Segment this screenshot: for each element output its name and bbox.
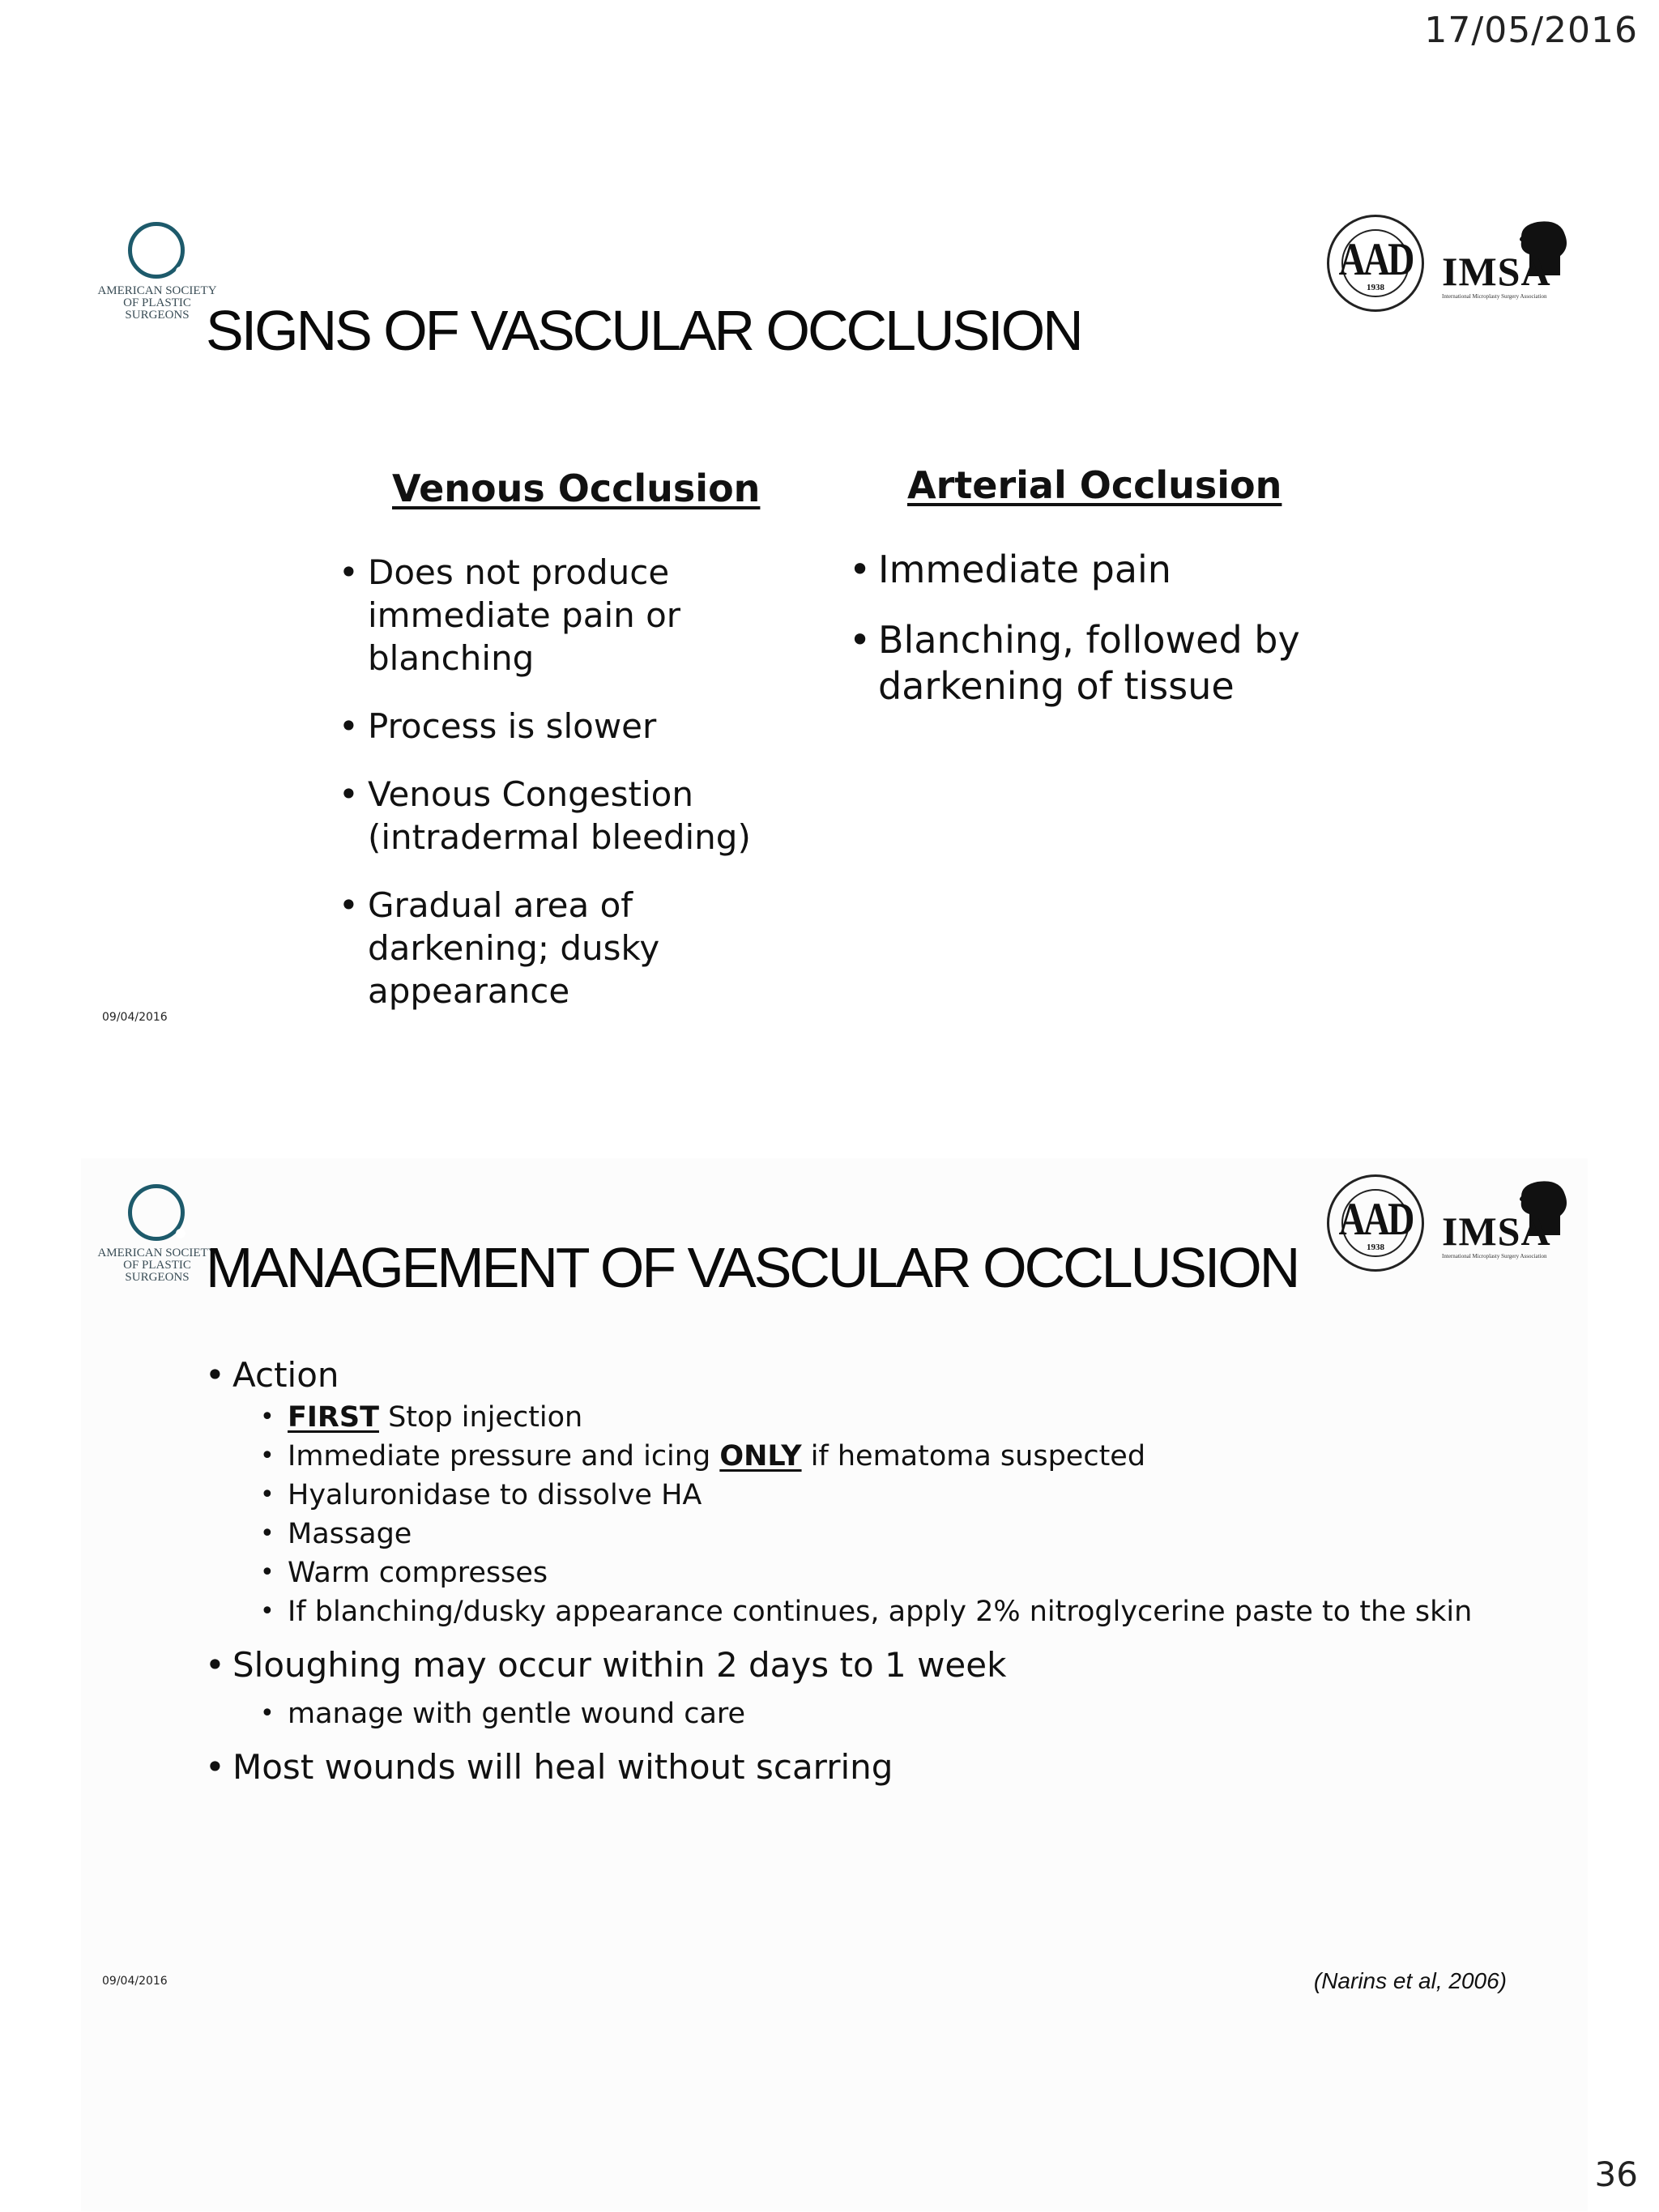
slide-management <box>81 1158 1588 2211</box>
venous-signs-list <box>339 551 792 1038</box>
venous-heading: Venous Occlusion <box>392 467 761 510</box>
arterial-heading: Arterial Occlusion <box>907 463 1282 507</box>
list-item: • Venous Congestion (intradermal bleeding) <box>339 773 792 859</box>
list-item: • manage with gentle wound care <box>260 1694 1517 1733</box>
slide-footer-date: 09/04/2016 <box>102 1975 168 1988</box>
list-item: • Sloughing may occur within 2 days to 1 week <box>205 1643 1517 1688</box>
slide-title: MANAGEMENT OF VASCULAR OCCLUSION <box>206 1236 1299 1299</box>
aad-seal-year: 1938 <box>1367 1242 1384 1252</box>
imsa-logo <box>1442 1178 1572 1268</box>
management-list <box>205 1353 1517 1790</box>
list-item: • Action <box>205 1353 1517 1398</box>
imsa-logo <box>1442 219 1572 308</box>
list-item: • Process is slower <box>339 705 792 748</box>
page-number: 36 <box>1594 2154 1638 2194</box>
slide-footer-date: 09/04/2016 <box>102 1011 168 1024</box>
list-item: • FIRST Stop injection <box>260 1398 1517 1437</box>
list-item: • Immediate pain <box>849 547 1335 593</box>
list-item: • Warm compresses <box>260 1554 1517 1592</box>
list-item: • Blanching, followed by darkening of tissue <box>849 617 1335 710</box>
slide-title: SIGNS OF VASCULAR OCCLUSION <box>206 299 1081 362</box>
aad-seal <box>1327 1174 1424 1272</box>
page-header-date: 17/05/2016 <box>1424 10 1638 51</box>
list-item: • Does not produce immediate pain or blanching <box>339 551 792 680</box>
imsa-logo-subtitle: International Microplasty Surgery Association <box>1442 1253 1547 1259</box>
asps-ring-icon <box>128 1184 185 1241</box>
imsa-logo-subtitle: International Microplasty Surgery Association <box>1442 293 1547 300</box>
list-item: • Gradual area of darkening; dusky appearance <box>339 884 792 1012</box>
aad-seal-mark: AAD <box>1338 232 1413 285</box>
slide-signs <box>81 202 1588 1045</box>
arterial-signs-list <box>849 547 1335 734</box>
imsa-logo-mark: IMSA <box>1442 1208 1551 1254</box>
aad-seal-mark: AAD <box>1338 1192 1413 1245</box>
asps-ring-icon <box>128 222 185 279</box>
list-item: • Hyaluronidase to dissolve HA <box>260 1476 1517 1515</box>
list-item: • Most wounds will heal without scarring <box>205 1745 1517 1790</box>
list-item: • If blanching/dusky appearance continues, apply 2% nitroglycerine paste to the skin <box>260 1592 1517 1631</box>
asps-logo-text: AMERICAN SOCIETY OF PLASTIC SURGEONS <box>97 284 217 322</box>
list-item: • Immediate pressure and icing ONLY if hematoma suspected <box>260 1437 1517 1476</box>
asps-logo-text: AMERICAN SOCIETY OF PLASTIC SURGEONS <box>97 1247 217 1284</box>
aad-seal <box>1327 215 1424 312</box>
list-item: • Massage <box>260 1515 1517 1554</box>
citation: (Narins et al, 2006) <box>1313 1968 1507 1993</box>
aad-seal-year: 1938 <box>1367 283 1384 292</box>
imsa-logo-mark: IMSA <box>1442 249 1551 294</box>
